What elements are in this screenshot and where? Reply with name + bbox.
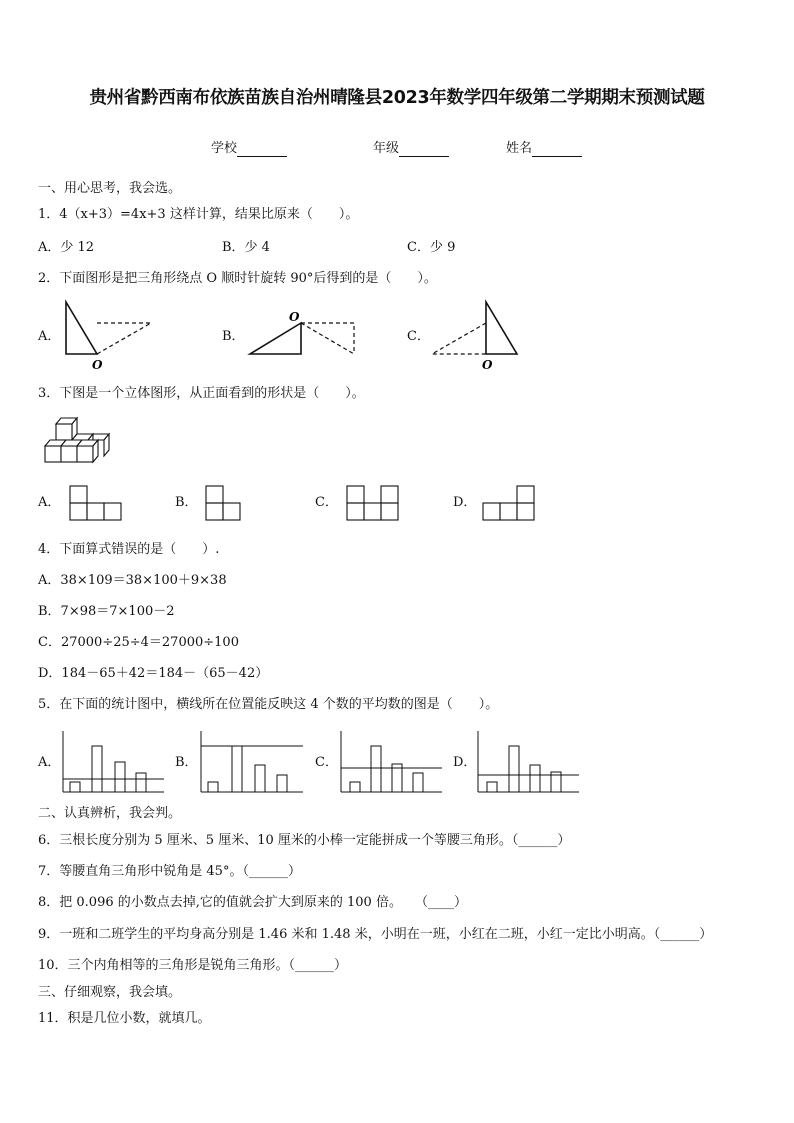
q5-option-b[interactable]: B． [175, 755, 198, 770]
q5-option-a[interactable]: A． [38, 755, 61, 770]
q5-chart-b [200, 730, 305, 794]
bar [70, 782, 80, 792]
bar [487, 782, 497, 792]
bar [255, 765, 265, 792]
q3-option-c[interactable]: C． [315, 495, 338, 510]
q2-figure-a [60, 298, 160, 374]
q6: 6．三根长度分别为 5 厘米、5 厘米、10 厘米的小棒一定能拼成一个等腰三角形。（______） [38, 833, 571, 848]
q2-option-a[interactable]: A． [38, 329, 61, 344]
cube-stack-figure [42, 414, 114, 466]
bar [277, 775, 287, 792]
q7: 7．等腰直角三角形中锐角是 45°。（______） [38, 864, 301, 879]
grade-label: 年级 [373, 141, 400, 156]
q5-option-c[interactable]: C． [315, 755, 338, 770]
grade-field [373, 141, 449, 157]
q3-shape-d [482, 485, 537, 523]
q3-shape-a [69, 485, 124, 523]
bar [350, 782, 360, 792]
name-field [506, 141, 582, 157]
q5-option-d[interactable]: D． [453, 755, 477, 770]
q3-option-a[interactable]: A． [38, 495, 61, 510]
q1-option-b[interactable]: B．少 4 [222, 240, 270, 255]
bar [509, 746, 519, 792]
q4-option-c[interactable]: C．27000÷25÷4＝27000÷100 [38, 635, 239, 650]
q2-figure-c [428, 298, 523, 374]
q3-option-d[interactable]: D． [453, 495, 477, 510]
q4-option-b[interactable]: B．7×98＝7×100－2 [38, 604, 175, 619]
bar [232, 746, 242, 792]
q1-stem: 1．4（x+3）=4x+3 这样计算，结果比原来（ ）。 [38, 207, 359, 222]
school-label: 学校 [211, 141, 238, 156]
q2-option-b[interactable]: B． [222, 329, 245, 344]
page-title: 贵州省黔西南布依族苗族自治州晴隆县2023年数学四年级第二学期期末预测试题 [89, 88, 705, 108]
section-2-heading: 二、认真辨析，我会判。 [38, 806, 182, 821]
q5-chart-c [340, 730, 444, 794]
q5-stem: 5．在下面的统计图中，横线所在位置能反映这 4 个数的平均数的图是（ ）。 [38, 697, 499, 712]
q4-option-d[interactable]: D．184－65＋42＝184－（65－42） [38, 666, 269, 681]
section-3-heading: 三、仔细观察，我会填。 [38, 985, 182, 1000]
bar [371, 746, 381, 792]
name-blank[interactable] [532, 143, 582, 157]
bar [115, 762, 125, 792]
q5-chart-d [477, 730, 581, 794]
q4-option-a[interactable]: A．38×109＝38×100＋9×38 [38, 573, 227, 588]
q4-stem: 4．下面算式错误的是（ ）. [38, 542, 220, 557]
q3-shape-c [346, 485, 401, 523]
section-1-heading: 一、用心思考，我会选。 [38, 181, 182, 196]
bar [92, 746, 102, 792]
point-o-label: O [289, 310, 300, 324]
q5-chart-a [62, 730, 166, 794]
bar [530, 765, 540, 792]
q3-option-b[interactable]: B． [175, 495, 198, 510]
q2-figure-b [245, 310, 360, 360]
q1-option-a[interactable]: A．少 12 [38, 240, 95, 255]
school-blank[interactable] [237, 143, 287, 157]
q11: 11．积是几位小数，就填几。 [38, 1011, 211, 1026]
q10: 10．三个内角相等的三角形是锐角三角形。（______） [38, 958, 348, 973]
name-label: 姓名 [506, 141, 533, 156]
q8: 8．把 0.096 的小数点去掉,它的值就会扩大到原来的 100 倍。 （____） [38, 895, 467, 910]
q2-option-c[interactable]: C． [407, 329, 430, 344]
school-field [211, 141, 287, 157]
q1-option-c[interactable]: C．少 9 [407, 240, 456, 255]
point-o-label: O [92, 358, 103, 372]
bar [136, 773, 146, 792]
bar [208, 782, 218, 792]
grade-blank[interactable] [399, 143, 449, 157]
q3-stem: 3．下图是一个立体图形，从正面看到的形状是（ ）。 [38, 386, 365, 401]
q3-shape-b [205, 485, 243, 523]
bar [413, 773, 423, 792]
q9: 9．一班和二班学生的平均身高分别是 1.46 米和 1.48 米，小明在一班，小红在二班，小红一定比小明高。（______） [38, 927, 713, 942]
q2-stem: 2．下面图形是把三角形绕点 O 顺时针旋转 90°后得到的是（ ）。 [38, 271, 437, 286]
point-o-label: O [482, 358, 493, 372]
